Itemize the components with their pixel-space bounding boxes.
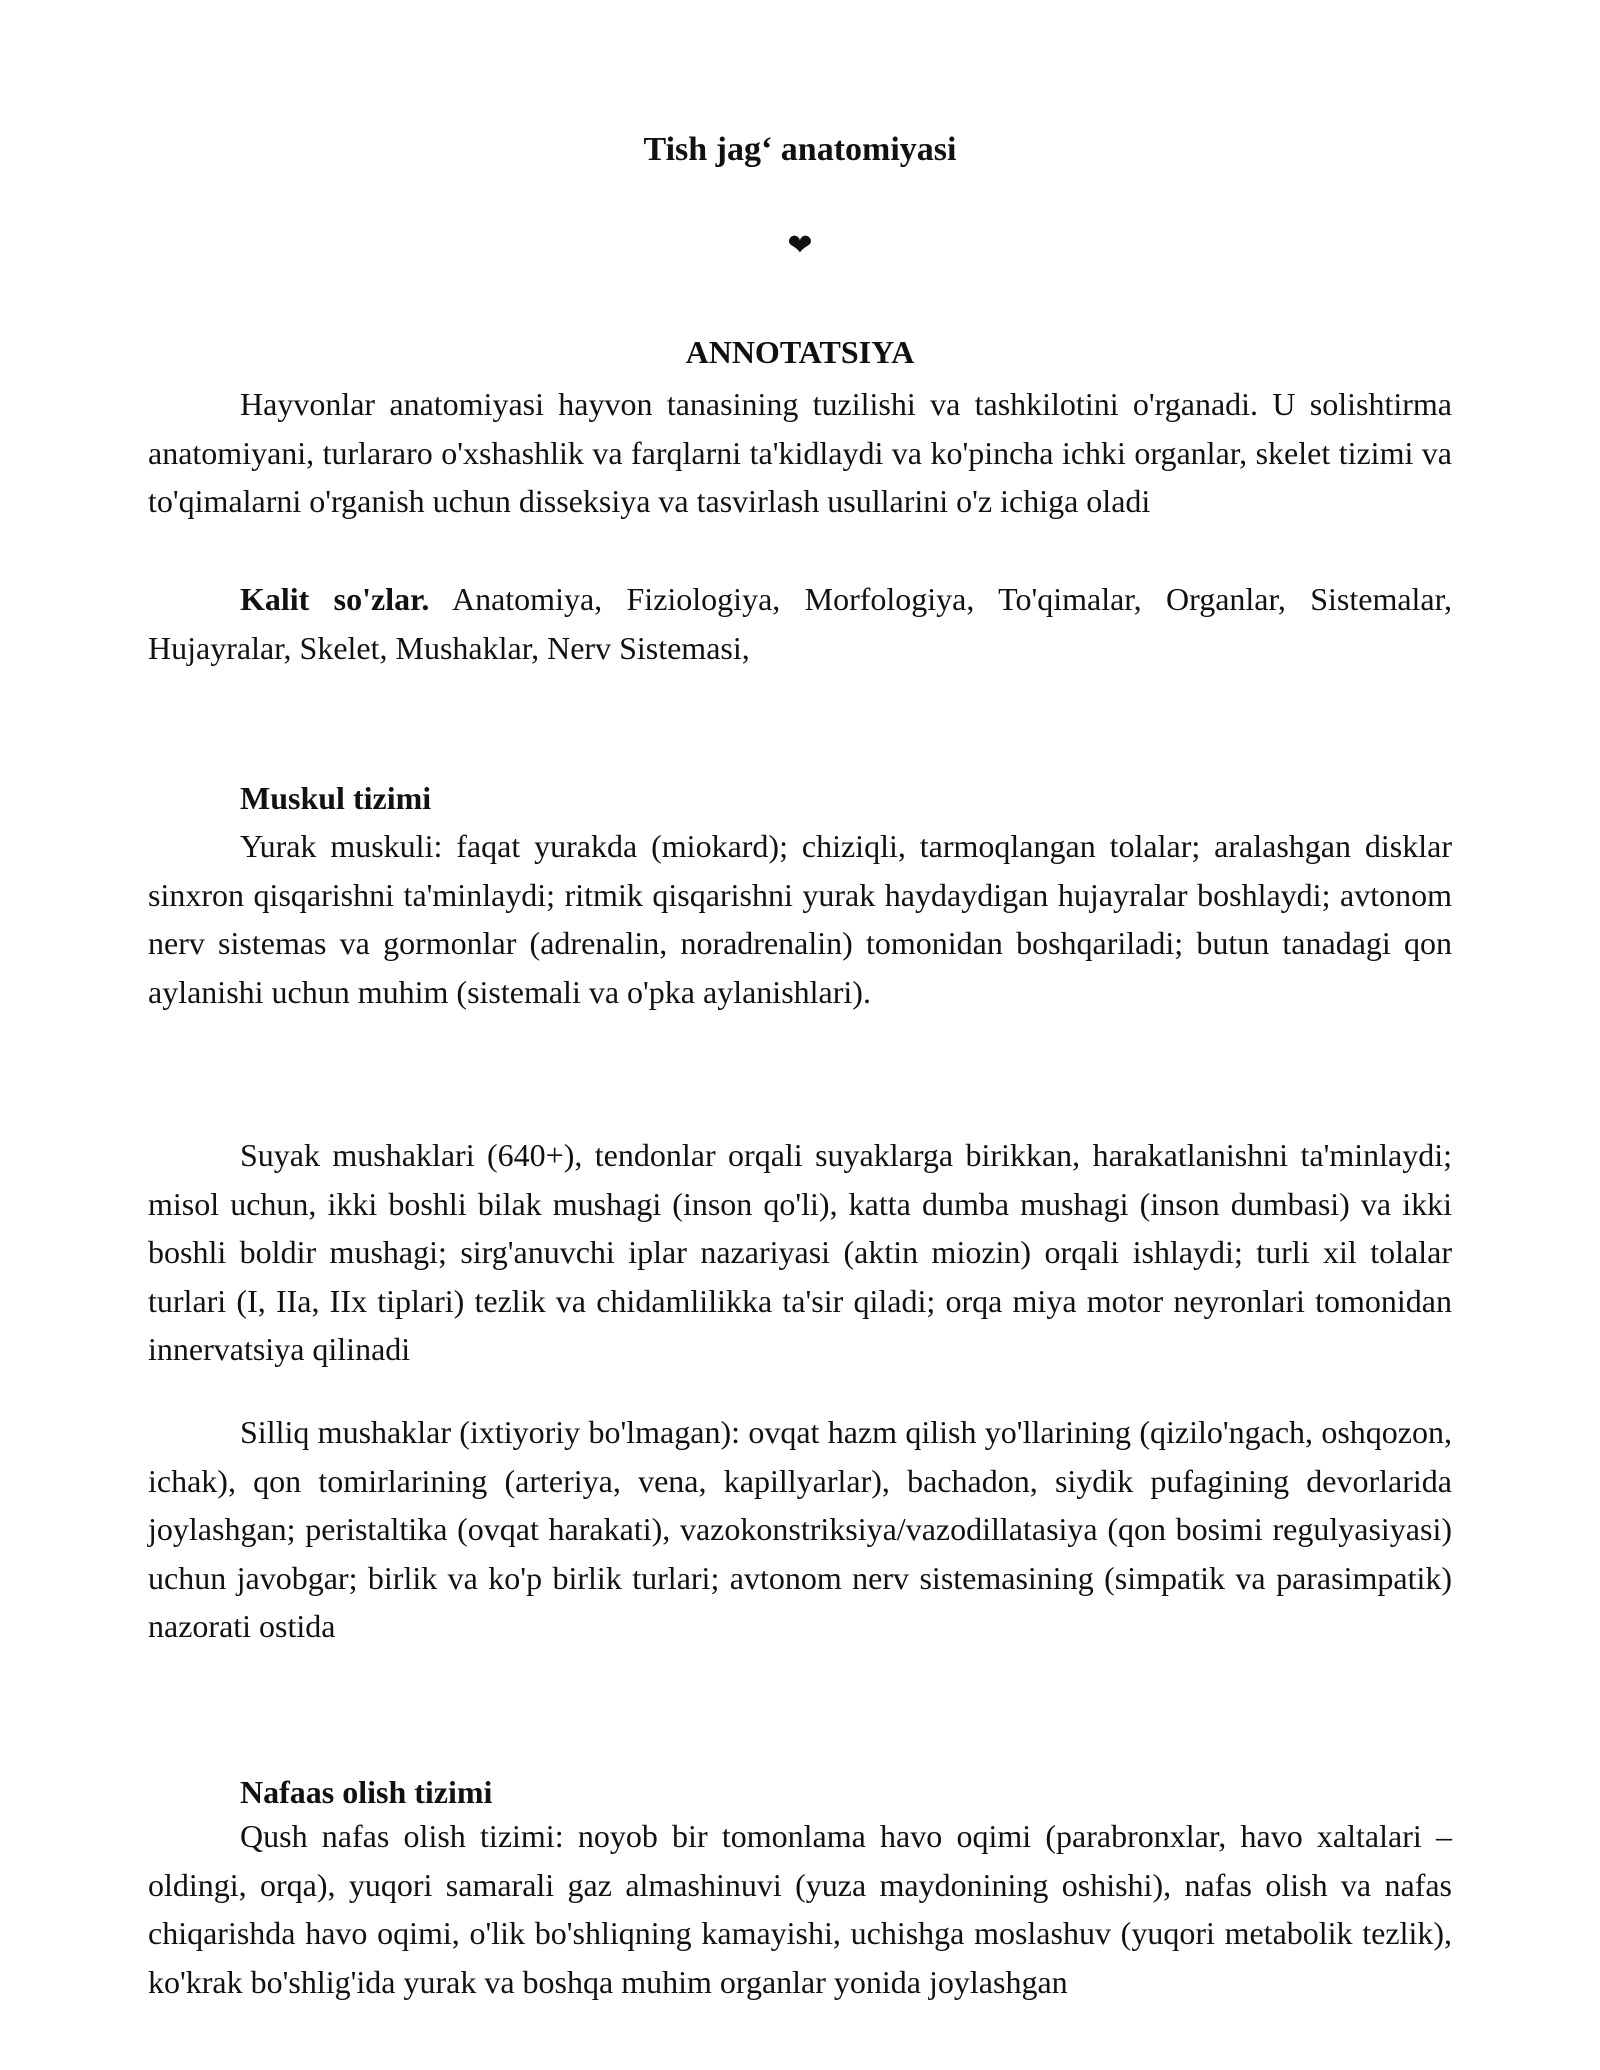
keywords-label: Kalit so'zlar. (240, 581, 430, 617)
keywords-paragraph (148, 575, 1452, 672)
heart-icon: ❤ (787, 229, 813, 262)
keywords-text: Anatomiya, Fiziologiya, Morfologiya, To'qimalar, Organlar, Sistemalar, Hujayralar, Skelet, Mushaklar, Nerv Sistemasi, (148, 581, 1453, 666)
annotation-heading: ANNOTATSIYA (685, 334, 915, 370)
document-title: Tish jag‘ anatomiyasi (643, 131, 957, 168)
paragraph-bird-respiration: Qush nafas olish tizimi: noyob bir tomonlama havo oqimi (parabronxlar, havo xaltalari – oldingi, orqa), yuqori samarali gaz almashinuvi (yuza maydonining oshishi), nafas olish va nafas chiqarishda havo oqimi, o'lik bo'shliqning kamayishi, uchishga moslashuv (yuqori metabolik tezlik), ko'krak bo'shlig'ida yurak va boshqa muhim organlar yonida joylashgan (148, 1818, 1452, 2000)
annotation-paragraph: Hayvonlar anatomiyasi hayvon tanasining tuzilishi va tashkilotini o'rganadi. U solishtirma anatomiyani, turlararo o'xshashlik va farqlarni ta'kidlaydi va ko'pincha ichki organlar, skelet tizimi va to'qimalarni o'rganish uchun disseksiya va tasvirlash usullarini o'z ichiga oladi (148, 386, 1452, 519)
paragraph-skeletal-muscle: Suyak mushaklari (640+), tendonlar orqali suyaklarga birikkan, harakatlanishni ta'minlaydi; misol uchun, ikki boshli bilak mushagi (inson qo'li), katta dumba mushagi (inson dumbasi) va ikki boshli boldir mushagi; sirg'anuvchi iplar nazariyasi (aktin miozin) orqali ishlaydi; turli xil tolalar turlari (I, IIa, IIx tiplari) tezlik va chidamlilikka ta'sir qiladi; orqa miya motor neyronlari tomonidan innervatsiya qilinadi (148, 1137, 1452, 1367)
section-heading-respiratory: Nafaas olish tizimi (240, 1774, 493, 1810)
section-heading-muscular: Muskul tizimi (240, 780, 432, 816)
paragraph-smooth-muscle: Silliq mushaklar (ixtiyoriy bo'lmagan): ovqat hazm qilish yo'llarining (qizilo'ngach, oshqozon, ichak), qon tomirlarining (arteriya, vena, kapillyarlar), bachadon, siydik pufagining devorlarida joylashgan; peristaltika (ovqat harakati), vazokonstriksiya/vazodillatasiya (qon bosimi regulyasiyasi) uchun javobgar; birlik va ko'p birlik turlari; avtonom nerv sistemasining (simpatik va parasimpatik) nazorati ostida (148, 1414, 1452, 1644)
paragraph-cardiac-muscle: Yurak muskuli: faqat yurakda (miokard); chiziqli, tarmoqlangan tolalar; aralashgan disklar sinxron qisqarishni ta'minlaydi; ritmik qisqarishni yurak haydaydigan hujayralar boshlaydi; avtonom nerv sistemas va gormonlar (adrenalin, noradrenalin) tomonidan boshqariladi; butun tanadagi qon aylanishi uchun muhim (sistemali va o'pka aylanishlari). (148, 828, 1452, 1010)
